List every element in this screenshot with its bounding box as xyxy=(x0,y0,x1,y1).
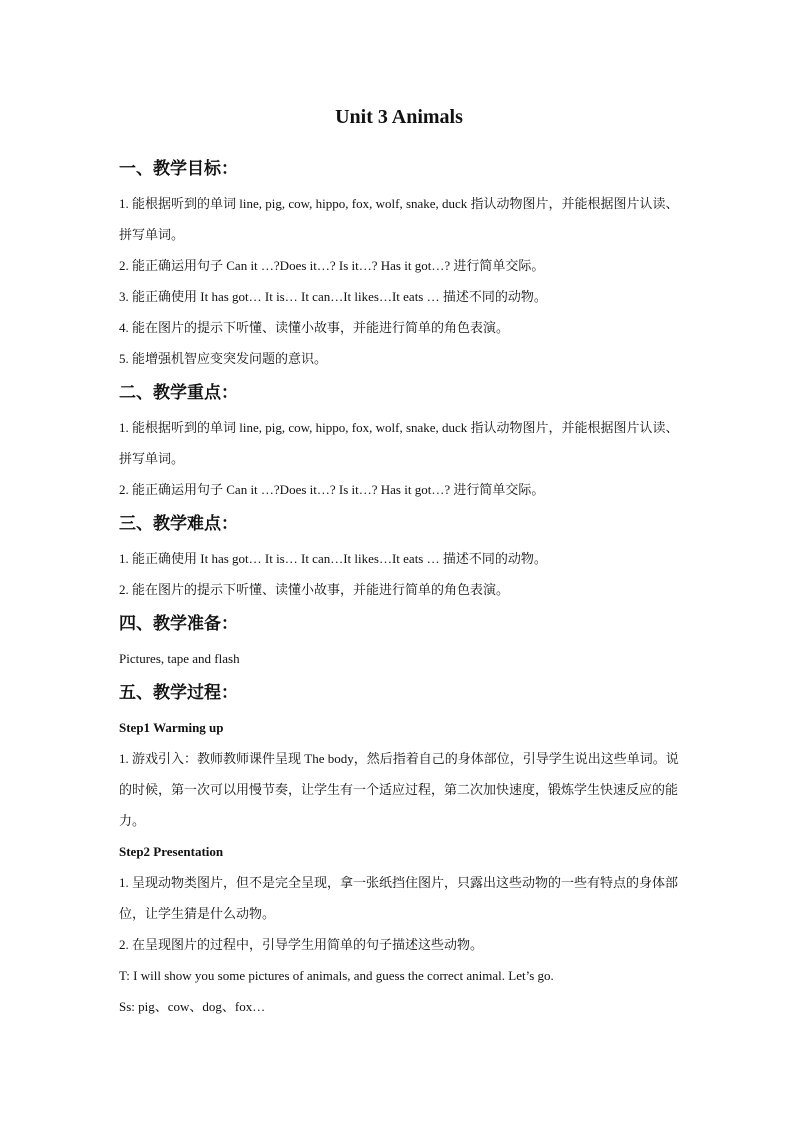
list-item: 1. 呈现动物类图片，但不是完全呈现，拿一张纸挡住图片，只露出这些动物的一些有特点的身体部位，让学生猜是什么动物。 xyxy=(119,875,679,921)
step-heading: Step1 Warming up xyxy=(119,720,224,735)
list-item: 2. 在呈现图片的过程中，引导学生用简单的句子描述这些动物。 xyxy=(119,937,484,952)
section-heading: 二、教学重点： xyxy=(119,383,238,403)
section-difficulties xyxy=(119,509,679,605)
section-heading: 三、教学难点： xyxy=(119,514,238,534)
list-item: 4. 能在图片的提示下听懂、读懂小故事，并能进行简单的角色表演。 xyxy=(119,320,510,335)
section-heading: 四、教学准备： xyxy=(119,614,238,634)
section-objectives xyxy=(119,154,679,374)
list-item: T: I will show you some pictures of animals, and guess the correct animal. Let’s go. xyxy=(119,968,554,983)
section-heading: 一、教学目标： xyxy=(119,159,238,179)
list-item: 1. 能根据听到的单词 line, pig, cow, hippo, fox, wolf, snake, duck 指认动物图片，并能根据图片认读、拼写单词。 xyxy=(119,196,679,242)
section-process xyxy=(119,678,679,1022)
list-item: 2. 能正确运用句子 Can it …?Does it…? Is it…? Has it got…? 进行简单交际。 xyxy=(119,482,545,497)
document-body xyxy=(119,102,679,1024)
document-title: Unit 3 Animals xyxy=(335,106,463,128)
list-item: 5. 能增强机智应变突发问题的意识。 xyxy=(119,351,328,366)
list-item: 1. 能根据听到的单词 line, pig, cow, hippo, fox, wolf, snake, duck 指认动物图片，并能根据图片认读、拼写单词。 xyxy=(119,420,679,466)
section-preparation xyxy=(119,609,679,674)
section-key-points xyxy=(119,378,679,505)
step-heading: Step2 Presentation xyxy=(119,844,224,859)
list-item: 2. 能在图片的提示下听懂、读懂小故事，并能进行简单的角色表演。 xyxy=(119,582,510,597)
list-item: Ss: pig、cow、dog、fox… xyxy=(119,999,266,1014)
section-heading: 五、教学过程： xyxy=(119,683,238,703)
list-item: 1. 能正确使用 It has got… It is… It can…It likes…It eats … 描述不同的动物。 xyxy=(119,551,547,566)
list-item: 1. 游戏引入：教师教师课件呈现 The body，然后指着自己的身体部位，引导学生说出这些单词。说的时候，第一次可以用慢节奏，让学生有一个适应过程，第二次加快速度，锻炼学生快速反应的能力。 xyxy=(119,751,679,828)
list-item: 2. 能正确运用句子 Can it …?Does it…? Is it…? Has it got…? 进行简单交际。 xyxy=(119,258,545,273)
list-item: Pictures, tape and flash xyxy=(119,651,240,666)
list-item: 3. 能正确使用 It has got… It is… It can…It likes…It eats … 描述不同的动物。 xyxy=(119,289,547,304)
